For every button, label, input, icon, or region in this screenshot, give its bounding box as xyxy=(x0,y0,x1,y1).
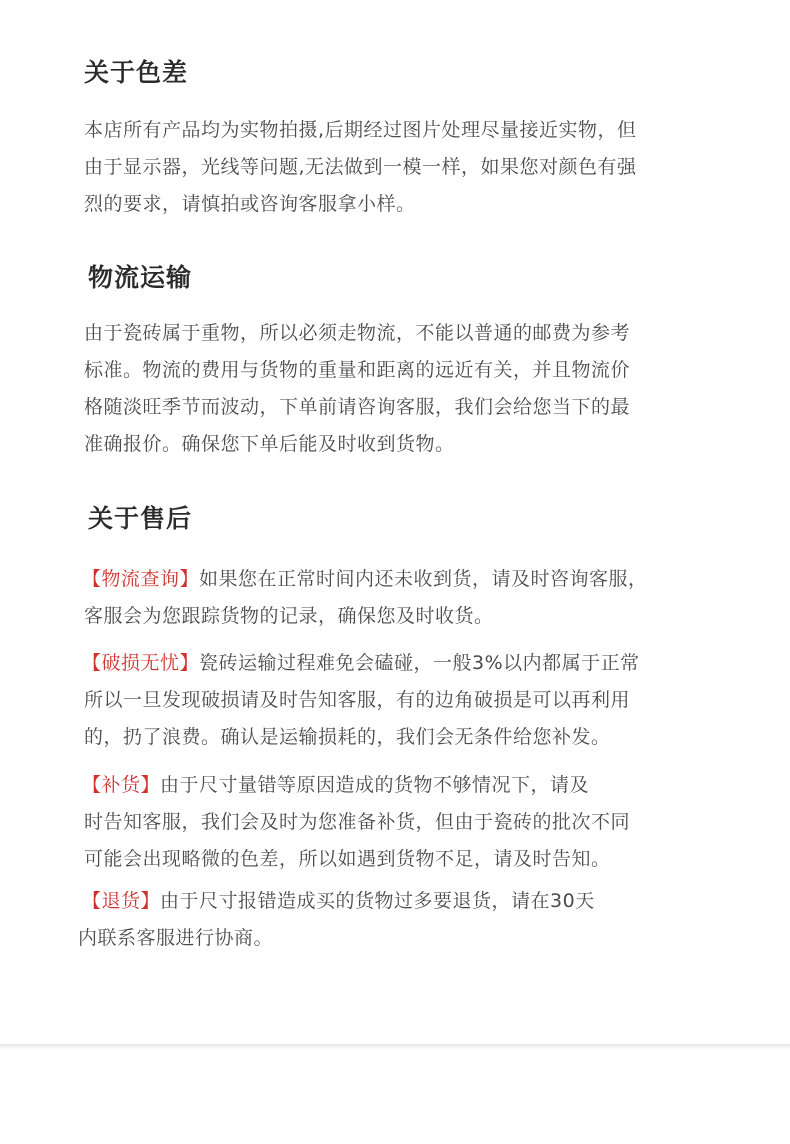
paragraph-line: 标准。物流的费用与货物的重量和距离的远近有关，并且物流价 xyxy=(84,359,631,381)
section-after-sales xyxy=(88,503,728,535)
after-sales-item-logistics-query xyxy=(82,561,727,635)
after-sales-item-restock xyxy=(82,767,727,878)
after-sales-item-return xyxy=(78,883,727,957)
item-line: 客服会为您跟踪货物的记录，确保您及时收货。 xyxy=(84,605,494,627)
item-line: 内联系客服进行协商。 xyxy=(78,927,274,949)
paragraph-line: 由于瓷砖属于重物，所以必须走物流，不能以普通的邮费为参考 xyxy=(84,322,631,344)
item-first-line xyxy=(82,645,727,682)
item-first-line xyxy=(82,767,727,804)
item-line: 的，扔了浪费。确认是运输损耗的，我们会无条件给您补发。 xyxy=(84,726,611,748)
item-line: 所以一旦发现破损请及时告知客服，有的边角破损是可以再利用 xyxy=(84,689,631,711)
section-title: 关于色差 xyxy=(84,58,189,87)
section-logistics xyxy=(84,262,728,463)
paragraph-line: 本店所有产品均为实物拍摄,后期经过图片处理尽量接近实物，但 xyxy=(84,119,637,141)
item-line: 可能会出现略微的色差，所以如遇到货物不足，请及时告知。 xyxy=(84,848,611,870)
item-text: 如果您在正常时间内还未收到货，请及时咨询客服， xyxy=(199,568,648,590)
item-text: 瓷砖运输过程难免会磕碰，一般3%以内都属于正常 xyxy=(199,652,640,674)
paragraph-line: 格随淡旺季节而波动，下单前请咨询客服，我们会给您当下的最 xyxy=(84,396,631,418)
item-tag: 【破损无忧】 xyxy=(82,652,200,674)
section-body xyxy=(84,112,724,223)
item-first-line xyxy=(82,883,727,920)
paragraph-line: 准确报价。确保您下单后能及时收到货物。 xyxy=(84,433,455,455)
item-first-line xyxy=(82,561,727,598)
paragraph-line: 烈的要求，请慎拍或咨询客服拿小样。 xyxy=(84,193,416,215)
item-text: 由于尺寸报错造成买的货物过多要退货，请在30天 xyxy=(160,890,595,912)
item-line: 时告知客服，我们会及时为您准备补货，但由于瓷砖的批次不同 xyxy=(84,811,631,833)
paragraph-line: 由于显示器，光线等问题,无法做到一模一样，如果您对颜色有强 xyxy=(84,156,637,178)
item-tag: 【补货】 xyxy=(82,774,161,796)
bottom-divider xyxy=(0,1044,790,1050)
section-title: 物流运输 xyxy=(88,263,193,292)
item-tag: 【退货】 xyxy=(82,890,161,912)
after-sales-item-damage-free xyxy=(82,645,727,756)
section-title: 关于售后 xyxy=(88,504,193,533)
item-text: 由于尺寸量错等原因造成的货物不够情况下，请及 xyxy=(160,774,590,796)
section-color-difference xyxy=(84,57,724,223)
section-body xyxy=(84,315,728,463)
item-tag: 【物流查询】 xyxy=(82,568,200,590)
